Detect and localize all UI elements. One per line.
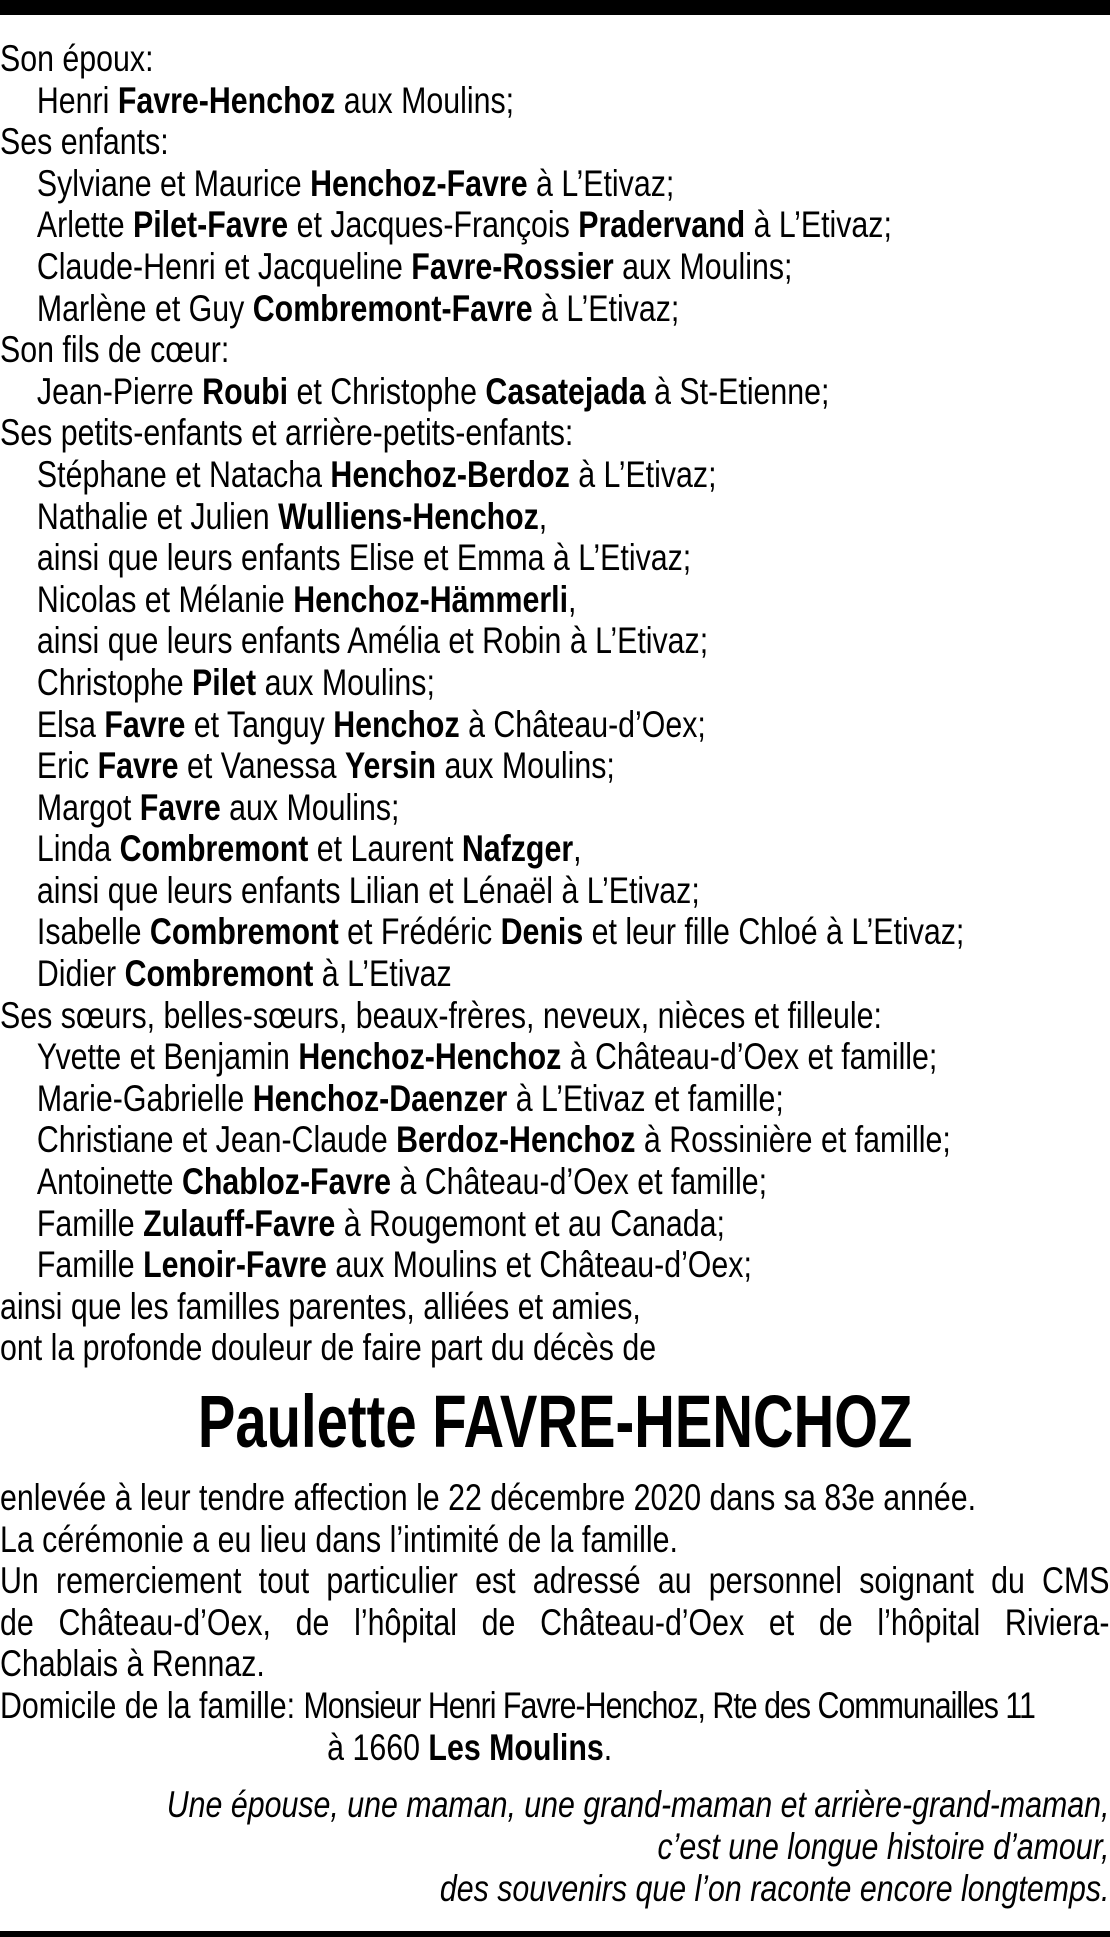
family-entry xyxy=(0,870,1109,912)
family-entry xyxy=(0,704,1109,746)
deceased-heading xyxy=(0,1382,1110,1462)
family-entry xyxy=(0,1244,1109,1286)
family-entry xyxy=(0,787,1109,829)
family-text: à Château-d’Oex; xyxy=(459,703,706,745)
passed-line: enlevée à leur tendre affection le 22 décembre 2020 dans sa 83e année. xyxy=(0,1477,977,1518)
family-text: Christophe xyxy=(36,661,193,703)
family-text: à L’Etivaz; xyxy=(532,287,680,329)
family-surname: Favre xyxy=(104,703,186,745)
family-entry xyxy=(0,828,1109,870)
family-entry xyxy=(0,662,1109,704)
family-entry xyxy=(0,288,1109,330)
family-entry xyxy=(0,1161,1109,1203)
family-entry xyxy=(0,911,1109,953)
family-text: ainsi que leurs enfants Amélia et Robin à L’Etivaz; xyxy=(36,620,709,662)
family-entry xyxy=(0,454,1109,496)
family-surname: Henchoz-Daenzer xyxy=(252,1077,508,1119)
family-group-header xyxy=(0,1286,1109,1328)
domicile-postcode: à 1660 xyxy=(327,1726,420,1768)
poem-line-1: Une épouse, une maman, une grand-maman et arrière-grand-maman, xyxy=(166,1784,1110,1825)
domicile-line xyxy=(0,1685,1109,1727)
top-rule xyxy=(0,0,1110,15)
domicile-end: . xyxy=(603,1726,613,1768)
family-text: Famille xyxy=(36,1202,144,1244)
family-text: , xyxy=(573,828,582,870)
family-text: Christiane et Jean-Claude xyxy=(36,1119,397,1161)
family-surname: Casatejada xyxy=(485,370,646,412)
family-group-header xyxy=(0,412,1109,454)
deceased-name: Paulette FAVRE-HENCHOZ xyxy=(197,1380,913,1463)
family-text: Son fils de cœur: xyxy=(0,329,230,371)
family-surname: Yersin xyxy=(344,745,437,787)
family-text: à St-Etienne; xyxy=(645,370,830,412)
family-text: aux Moulins; xyxy=(256,661,435,703)
family-surname: Chabloz-Favre xyxy=(181,1161,392,1203)
family-text: Ses sœurs, belles-sœurs, beaux-frères, neveux, nièces et filleule: xyxy=(0,994,882,1036)
family-text: Son époux: xyxy=(0,38,154,79)
family-surname: Berdoz-Henchoz xyxy=(396,1119,636,1161)
family-text: et Laurent xyxy=(308,828,462,870)
family-text: aux Moulins et Château-d’Oex; xyxy=(326,1244,752,1286)
family-text: Stéphane et Natacha xyxy=(36,453,331,495)
family-surname: Zulauff-Favre xyxy=(143,1202,336,1244)
family-surname: Henchoz-Henchoz xyxy=(298,1036,562,1078)
family-entry xyxy=(0,579,1109,621)
family-text: Linda xyxy=(36,828,120,870)
family-text: aux Moulins; xyxy=(613,245,793,287)
family-text: ainsi que leurs enfants Lilian et Lénaël à L’Etivaz; xyxy=(36,869,700,911)
family-surname: Denis xyxy=(500,911,584,953)
family-group-header xyxy=(0,995,1109,1037)
notice-details xyxy=(0,1477,1109,1767)
family-text: Nathalie et Julien xyxy=(36,495,279,537)
family-entry xyxy=(0,1078,1109,1120)
family-text: ainsi que les familles parentes, alliées et amies, xyxy=(0,1285,641,1327)
poem-line-3: des souvenirs que l’on raconte encore longtemps. xyxy=(439,1868,1110,1909)
family-entry xyxy=(0,953,1109,995)
family-entry xyxy=(0,204,1109,246)
family-text: ainsi que leurs enfants Elise et Emma à L’Etivaz; xyxy=(36,537,692,579)
family-text: Ses petits-enfants et arrière-petits-enfants: xyxy=(0,412,574,454)
family-entry xyxy=(0,163,1109,205)
family-text: , xyxy=(568,578,577,620)
family-text: et Jacques-François xyxy=(288,204,579,246)
family-surname: Lenoir-Favre xyxy=(143,1244,327,1286)
family-text: , xyxy=(538,495,548,537)
family-text: Yvette et Benjamin xyxy=(36,1036,299,1078)
family-group-header xyxy=(0,38,1109,80)
family-entry xyxy=(0,1036,1109,1078)
family-entry xyxy=(0,620,1109,662)
family-entry xyxy=(0,80,1109,122)
family-text: Isabelle xyxy=(36,911,150,953)
family-surname: Combremont xyxy=(119,828,309,870)
family-text: et Vanessa xyxy=(178,745,345,787)
family-text: aux Moulins; xyxy=(436,745,615,787)
family-text: à Château-d’Oex et famille; xyxy=(391,1161,768,1203)
thanks-line-3: Chablais à Rennaz. xyxy=(0,1643,265,1685)
family-text: et Tanguy xyxy=(185,703,334,745)
family-surname: Combremont xyxy=(149,911,339,953)
family-text: Famille xyxy=(36,1244,144,1286)
bottom-rule xyxy=(0,1931,1110,1937)
family-text: Didier xyxy=(36,953,125,995)
family-text: Eric xyxy=(36,745,98,787)
family-surname: Pradervand xyxy=(578,204,746,246)
family-text: Jean-Pierre xyxy=(36,370,203,412)
family-group-header xyxy=(0,121,1109,163)
family-surname: Favre xyxy=(139,786,221,828)
family-text: et Frédéric xyxy=(338,911,501,953)
family-text: aux Moulins; xyxy=(220,786,400,828)
family-text: aux Moulins; xyxy=(335,79,515,121)
family-text: à Château-d’Oex et famille; xyxy=(561,1036,938,1078)
family-surname: Favre xyxy=(97,745,179,787)
family-group-header xyxy=(0,1327,1109,1369)
family-entry xyxy=(0,1119,1109,1161)
family-text: Antoinette xyxy=(36,1161,182,1203)
family-surname: Combremont xyxy=(124,953,314,995)
family-surname: Henchoz-Hämmerli xyxy=(293,578,569,620)
family-text: Henri xyxy=(36,79,118,121)
family-text: Claude-Henri et Jacqueline xyxy=(36,245,412,287)
family-surname: Pilet xyxy=(192,661,257,703)
family-entry xyxy=(0,371,1109,413)
family-surname: Henchoz-Favre xyxy=(310,162,528,204)
poem-line-2: c’est une longue histoire d’amour, xyxy=(657,1826,1110,1867)
closing-poem xyxy=(0,1784,1109,1910)
family-text: Margot xyxy=(36,786,140,828)
domicile-label: Domicile de la famille: xyxy=(0,1684,296,1726)
family-surname: Wulliens-Henchoz xyxy=(278,495,539,537)
family-entry xyxy=(0,745,1109,787)
family-text: Sylviane et Maurice xyxy=(36,162,311,204)
family-text: Marie-Gabrielle xyxy=(36,1077,253,1119)
family-text: à Rougemont et au Canada; xyxy=(335,1202,725,1244)
family-surname: Favre-Rossier xyxy=(411,245,614,287)
family-text: Ses enfants: xyxy=(0,121,169,163)
thanks-line-2: de Château-d’Oex, de l’hôpital de Château-d’Oex et de l’hôpital Riviera- xyxy=(0,1601,1110,1643)
ceremony-line: La cérémonie a eu lieu dans l’intimité de la famille. xyxy=(0,1518,678,1560)
family-text: ont la profonde douleur de faire part du décès de xyxy=(0,1327,657,1369)
family-text: et Christophe xyxy=(288,370,486,412)
family-surname: Roubi xyxy=(202,370,289,412)
family-text: à Rossinière et famille; xyxy=(635,1119,951,1161)
family-entry xyxy=(0,496,1109,538)
family-text: à L’Etivaz et famille; xyxy=(507,1077,784,1119)
family-entry xyxy=(0,537,1109,579)
family-text: à L’Etivaz; xyxy=(569,453,717,495)
domicile-town-line xyxy=(0,1727,1109,1767)
family-surname: Pilet-Favre xyxy=(133,204,289,246)
family-group-header xyxy=(0,329,1109,371)
family-text: Nicolas et Mélanie xyxy=(36,578,294,620)
family-text: à L’Etivaz; xyxy=(527,162,675,204)
family-surname: Henchoz xyxy=(333,703,460,745)
family-surname: Nafzger xyxy=(461,828,574,870)
domicile-town: Les Moulins xyxy=(428,1726,604,1768)
family-surname: Henchoz-Berdoz xyxy=(330,453,570,495)
family-text: à L’Etivaz; xyxy=(745,204,892,246)
family-surname: Favre-Henchoz xyxy=(117,79,336,121)
family-text: et leur fille Chloé à L’Etivaz; xyxy=(583,911,965,953)
family-list xyxy=(0,38,1109,1369)
thanks-line-1: Un remerciement tout particulier est adressé au personnel soignant du CMS xyxy=(0,1560,1110,1602)
family-surname: Combremont-Favre xyxy=(252,287,533,329)
domicile-address: Monsieur Henri Favre-Henchoz, Rte des Communailles 11 xyxy=(303,1684,1035,1726)
family-entry xyxy=(0,246,1109,288)
family-text: Arlette xyxy=(36,204,134,246)
family-text: Marlène et Guy xyxy=(36,287,253,329)
family-entry xyxy=(0,1203,1109,1245)
family-text: Elsa xyxy=(36,703,105,745)
family-text: à L’Etivaz xyxy=(313,953,452,995)
